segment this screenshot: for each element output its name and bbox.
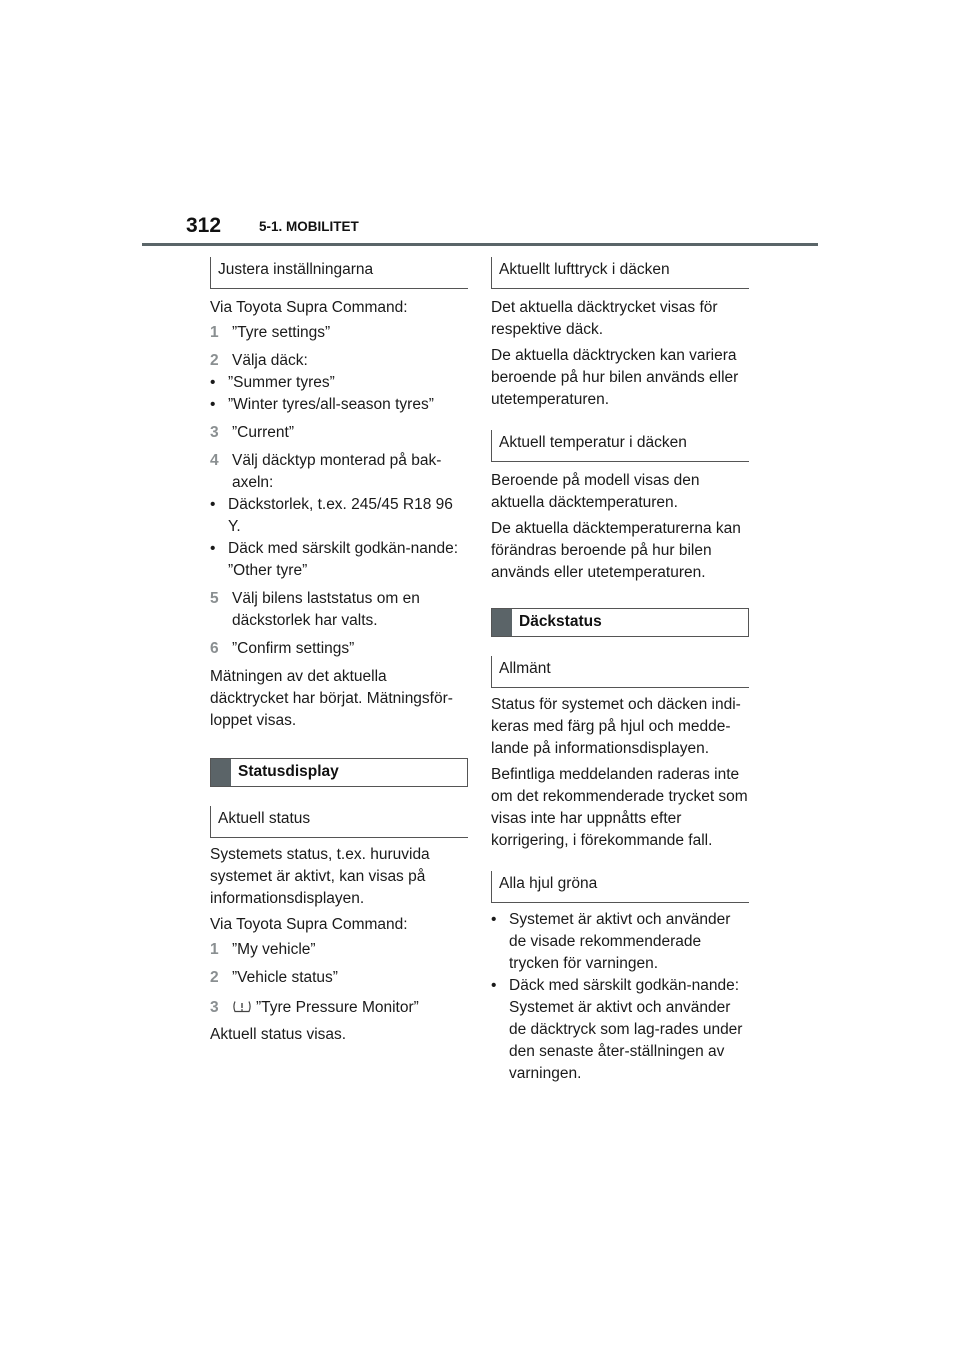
step-text: ”Vehicle status” [232, 969, 338, 986]
heading-bar [492, 609, 512, 636]
step [210, 967, 468, 989]
step-number: 1 [210, 941, 219, 958]
paragraph: Status för systemet och däcken indi-keras med färg på hjul och medde-lande på informationsdisplayen. [491, 696, 741, 757]
right-column [491, 257, 749, 1085]
bullet-text: Däck med särskilt godkän-nande: Systemet är aktivt och använder de däcktryck som lag-rades under den senaste åter-ställningen av varningen. [509, 977, 743, 1082]
bullet-item: • ”Winter tyres/all-season tyres” [210, 394, 468, 416]
step [210, 450, 468, 494]
bullet-item: • Däck med särskilt godkän-nande: ”Other tyre” [210, 538, 468, 582]
chapter-title: 5-1. MOBILITET [259, 219, 359, 234]
bullet-text: Däck med särskilt godkän-nande: ”Other tyre” [228, 540, 459, 579]
bullet-text: ”Winter tyres/all-season tyres” [228, 396, 434, 413]
heading-bar [211, 759, 231, 786]
heading-text: Däckstatus [519, 613, 602, 630]
header-rule [142, 243, 818, 246]
paragraph: Aktuell status visas. [210, 1026, 347, 1043]
bullet-item: • Däckstorlek, t.ex. 245/45 R18 96 Y. [210, 494, 468, 538]
step-number: 6 [210, 640, 219, 657]
paragraph: Mätningen av det aktuella däcktrycket har börjat. Mätningsför-loppet visas. [210, 668, 453, 729]
bullet-item: • Systemet är aktivt och använder de visade rekommenderade trycken för varningen. [491, 909, 749, 975]
step-text: ”My vehicle” [232, 941, 316, 958]
step-number: 2 [210, 352, 219, 369]
paragraph: Via Toyota Supra Command: [210, 916, 408, 933]
step-text: Välj bilens laststatus om en däckstorlek har valts. [232, 590, 420, 629]
section-heading-statusdisplay [210, 758, 468, 787]
step-number: 5 [210, 590, 219, 607]
step-text: ”Tyre Pressure Monitor” [256, 999, 419, 1016]
heading-text: Statusdisplay [238, 763, 339, 780]
paragraph: De aktuella däcktrycken kan variera beroende på hur bilen används eller utetemperaturen. [491, 347, 739, 408]
bullet-item: • ”Summer tyres” [210, 372, 468, 394]
step-number: 4 [210, 452, 219, 469]
step [210, 350, 468, 372]
bullet-text: ”Summer tyres” [228, 374, 335, 391]
step [210, 422, 468, 444]
sub-heading-current-temperature: Aktuell temperatur i däcken [491, 430, 749, 462]
left-column [210, 257, 468, 1046]
sub-heading-general: Allmänt [491, 656, 749, 688]
step-text: ”Tyre settings” [232, 324, 331, 341]
sub-heading-adjust-settings: Justera inställningarna [210, 257, 468, 289]
sub-heading-current-air-pressure: Aktuellt lufttryck i däcken [491, 257, 749, 289]
step-number: 3 [210, 424, 219, 441]
page-number: 312 [186, 214, 222, 237]
paragraph: Via Toyota Supra Command: [210, 299, 408, 316]
sub-heading-all-wheels-green: Alla hjul gröna [491, 871, 749, 903]
step-number: 1 [210, 324, 219, 341]
bullet-text: Systemet är aktivt och använder de visade rekommenderade trycken för varningen. [509, 911, 731, 972]
step [210, 997, 468, 1019]
step-number: 2 [210, 969, 219, 986]
paragraph: Systemets status, t.ex. huruvida systemet är aktivt, kan visas på informationsdisplayen. [210, 846, 430, 907]
step [210, 322, 468, 344]
step-text: ”Confirm settings” [232, 640, 355, 657]
step-number: 3 [210, 999, 219, 1016]
step-text: Välj däcktyp monterad på bak-axeln: [232, 452, 442, 491]
paragraph: Det aktuella däcktrycket visas för respektive däck. [491, 299, 718, 338]
paragraph: Befintliga meddelanden raderas inte om det rekommenderade trycket som visas inte har uppnåtts efter korrigering, i förekommande fall. [491, 766, 748, 849]
step-text: ”Current” [232, 424, 295, 441]
step [210, 588, 468, 632]
paragraph: De aktuella däcktemperaturerna kan förändras beroende på hur bilen används eller utetemperaturen. [491, 520, 741, 581]
bullet-item: • Däck med särskilt godkän-nande: Systemet är aktivt och använder de däcktryck som lag-rades under den senaste åter-ställningen av varningen. [491, 975, 749, 1085]
tyre-pressure-warning-icon [232, 1000, 252, 1013]
bullet-text: Däckstorlek, t.ex. 245/45 R18 96 Y. [228, 496, 453, 535]
step-text: Välja däck: [232, 352, 308, 369]
step [210, 638, 468, 660]
paragraph: Beroende på modell visas den aktuella däcktemperaturen. [491, 472, 700, 511]
sub-heading-current-status: Aktuell status [210, 806, 468, 838]
section-heading-tyre-status [491, 608, 749, 637]
step [210, 939, 468, 961]
